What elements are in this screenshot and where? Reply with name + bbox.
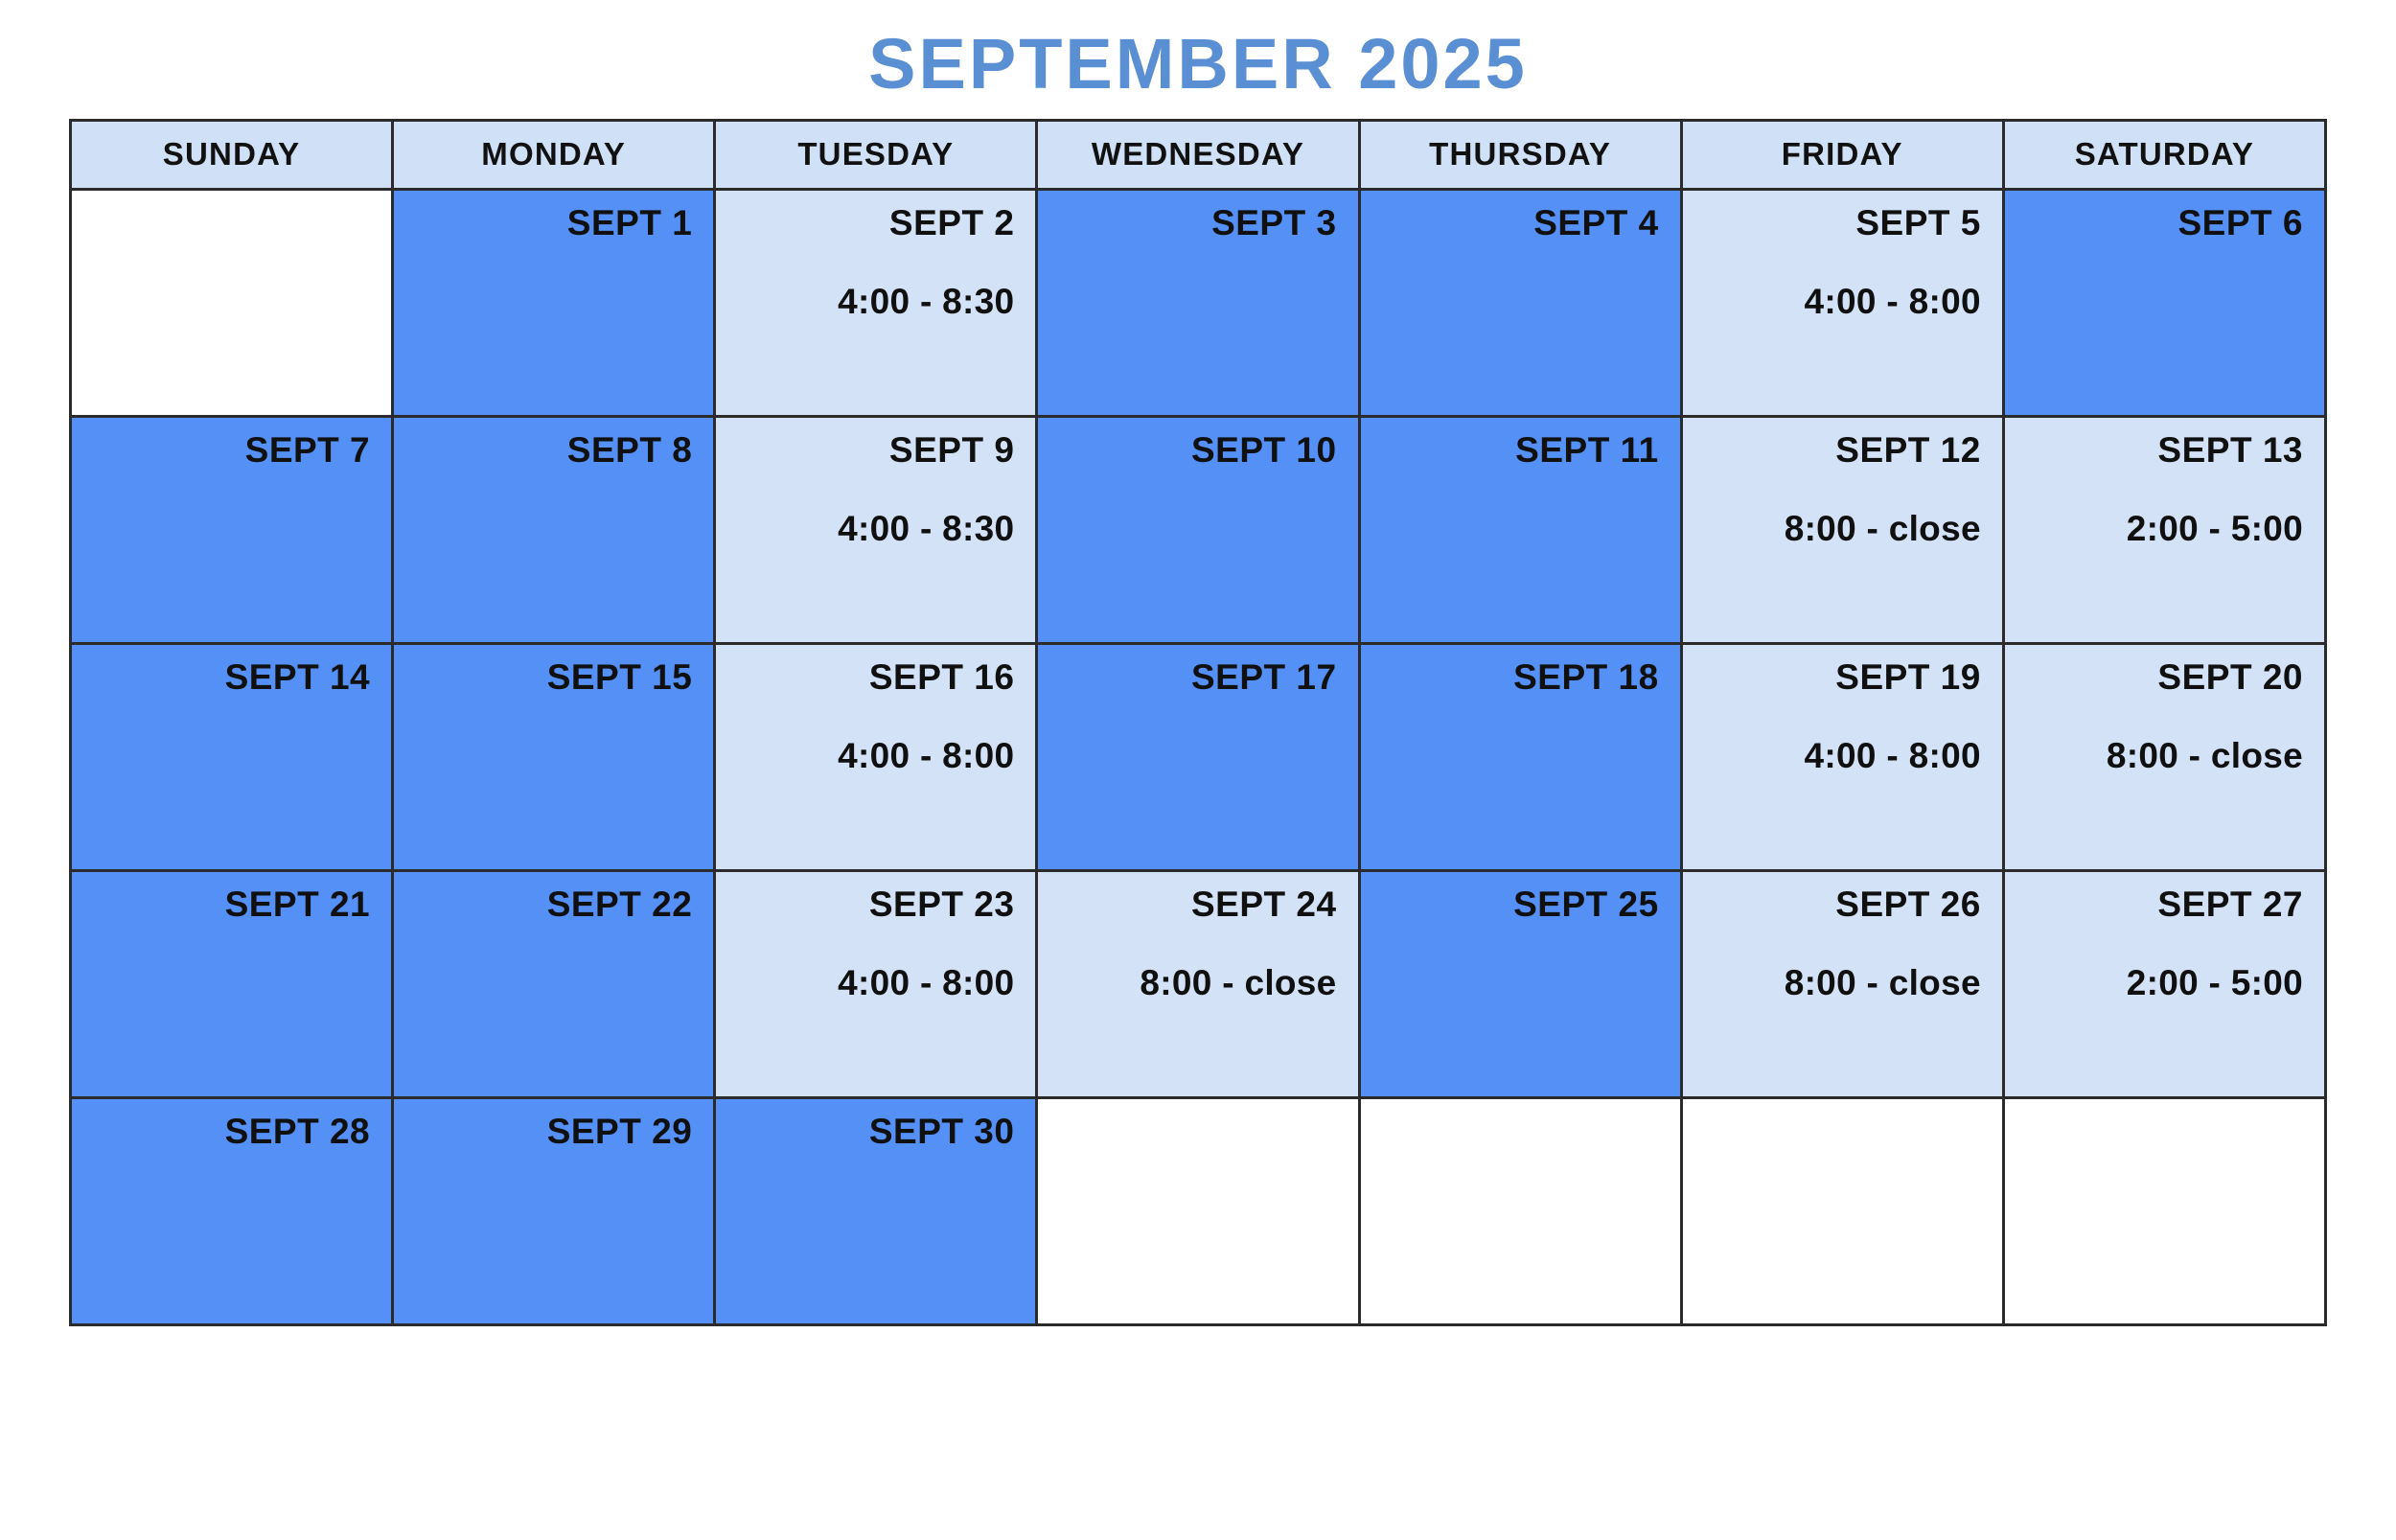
calendar-empty-cell — [1681, 1097, 2003, 1324]
day-number: SEPT 18 — [1513, 656, 1659, 697]
day-number: SEPT 12 — [1835, 429, 1981, 470]
day-number: SEPT 21 — [224, 884, 371, 924]
day-number: SEPT 17 — [1190, 656, 1337, 697]
day-hours: 8:00 - close — [1784, 509, 1981, 549]
weekday-header-friday: FRIDAY — [1681, 120, 2003, 189]
calendar-day-cell[interactable] — [1359, 870, 1681, 1097]
day-number: SEPT 3 — [1211, 202, 1337, 242]
calendar-day-cell[interactable] — [71, 1097, 393, 1324]
calendar-day-cell[interactable] — [2003, 643, 2325, 870]
calendar-container — [0, 119, 2396, 1326]
day-hours: 8:00 - close — [1784, 963, 1981, 1003]
day-hours: 4:00 - 8:00 — [1804, 736, 1981, 776]
calendar-empty-cell — [1037, 1097, 1359, 1324]
page-title: SEPTEMBER 2025 — [868, 24, 1528, 103]
calendar-day-cell[interactable] — [1681, 189, 2003, 416]
day-hours: 4:00 - 8:30 — [838, 282, 1015, 322]
day-hours: 4:00 - 8:00 — [838, 736, 1015, 776]
day-hours: 2:00 - 5:00 — [2126, 963, 2303, 1003]
day-number: SEPT 25 — [1513, 884, 1659, 924]
day-hours: 8:00 - close — [1140, 963, 1337, 1003]
day-number: SEPT 11 — [1515, 429, 1659, 470]
day-number: SEPT 4 — [1533, 202, 1659, 242]
day-number: SEPT 10 — [1190, 429, 1337, 470]
day-number: SEPT 24 — [1190, 884, 1337, 924]
calendar-day-cell[interactable] — [715, 643, 1037, 870]
calendar-empty-cell — [71, 189, 393, 416]
calendar-header-row — [71, 120, 2326, 189]
calendar-day-cell[interactable] — [393, 189, 715, 416]
day-number: SEPT 14 — [224, 656, 371, 697]
day-number: SEPT 29 — [546, 1111, 693, 1151]
calendar-day-cell[interactable] — [1359, 643, 1681, 870]
day-hours: 4:00 - 8:00 — [1804, 282, 1981, 322]
day-hours: 2:00 - 5:00 — [2126, 509, 2303, 549]
day-number: SEPT 1 — [566, 202, 693, 242]
calendar-day-cell[interactable] — [715, 189, 1037, 416]
day-hours: 4:00 - 8:00 — [838, 963, 1015, 1003]
day-number: SEPT 7 — [244, 429, 371, 470]
calendar-day-cell[interactable] — [1037, 416, 1359, 643]
calendar-empty-cell — [1359, 1097, 1681, 1324]
calendar-day-cell[interactable] — [2003, 416, 2325, 643]
day-hours: 8:00 - close — [2106, 736, 2303, 776]
day-number: SEPT 9 — [888, 429, 1015, 470]
day-number: SEPT 20 — [2157, 656, 2303, 697]
calendar-day-cell[interactable] — [71, 870, 393, 1097]
weekday-header-tuesday: TUESDAY — [715, 120, 1037, 189]
day-number: SEPT 26 — [1835, 884, 1981, 924]
day-hours: 4:00 - 8:30 — [838, 509, 1015, 549]
calendar-day-cell[interactable] — [1681, 416, 2003, 643]
calendar-day-cell[interactable] — [1037, 189, 1359, 416]
calendar-day-cell[interactable] — [2003, 189, 2325, 416]
day-number: SEPT 16 — [868, 656, 1015, 697]
calendar-body — [71, 189, 2326, 1324]
calendar-day-cell[interactable] — [393, 870, 715, 1097]
day-number: SEPT 5 — [1855, 202, 1981, 242]
day-number: SEPT 30 — [868, 1111, 1015, 1151]
day-number: SEPT 28 — [224, 1111, 371, 1151]
calendar-day-cell[interactable] — [71, 643, 393, 870]
calendar-day-cell[interactable] — [1037, 870, 1359, 1097]
day-number: SEPT 13 — [2157, 429, 2303, 470]
weekday-header-sunday: SUNDAY — [71, 120, 393, 189]
day-number: SEPT 8 — [566, 429, 693, 470]
calendar-week-row — [71, 416, 2326, 643]
calendar-day-cell[interactable] — [393, 416, 715, 643]
day-number: SEPT 6 — [2177, 202, 2303, 242]
calendar-day-cell[interactable] — [715, 416, 1037, 643]
calendar-week-row — [71, 870, 2326, 1097]
calendar-day-cell[interactable] — [71, 416, 393, 643]
calendar-week-row — [71, 189, 2326, 416]
calendar-day-cell[interactable] — [1359, 416, 1681, 643]
calendar-day-cell[interactable] — [1681, 870, 2003, 1097]
day-number: SEPT 27 — [2157, 884, 2303, 924]
day-number: SEPT 23 — [868, 884, 1015, 924]
weekday-header-monday: MONDAY — [393, 120, 715, 189]
calendar-day-cell[interactable] — [2003, 870, 2325, 1097]
weekday-header-wednesday: WEDNESDAY — [1037, 120, 1359, 189]
calendar-day-cell[interactable] — [715, 870, 1037, 1097]
day-number: SEPT 22 — [546, 884, 693, 924]
calendar-day-cell[interactable] — [1681, 643, 2003, 870]
weekday-header-thursday: THURSDAY — [1359, 120, 1681, 189]
calendar-day-cell[interactable] — [715, 1097, 1037, 1324]
calendar-day-cell[interactable] — [1359, 189, 1681, 416]
day-number: SEPT 19 — [1835, 656, 1981, 697]
weekday-header-saturday: SATURDAY — [2003, 120, 2325, 189]
calendar-week-row — [71, 1097, 2326, 1324]
month-calendar — [69, 119, 2327, 1326]
day-number: SEPT 15 — [546, 656, 693, 697]
calendar-week-row — [71, 643, 2326, 870]
calendar-day-cell[interactable] — [1037, 643, 1359, 870]
calendar-day-cell[interactable] — [393, 1097, 715, 1324]
day-number: SEPT 2 — [888, 202, 1015, 242]
calendar-day-cell[interactable] — [393, 643, 715, 870]
calendar-empty-cell — [2003, 1097, 2325, 1324]
